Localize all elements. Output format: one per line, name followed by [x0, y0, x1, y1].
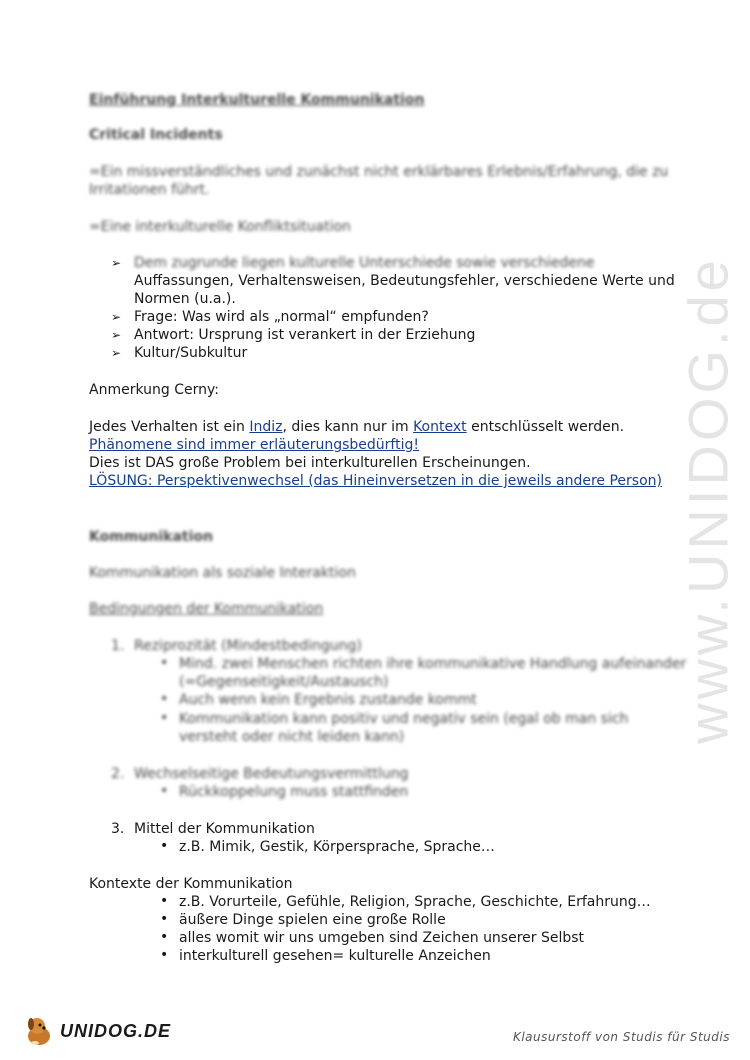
arrow-bullet-icon: ➢ [111, 310, 122, 324]
list-item: äußere Dinge spielen eine große Rolle [179, 912, 446, 928]
list-item: Antwort: Ursprung ist verankert in der Erziehung [134, 327, 476, 343]
bullet-dot-icon: • [160, 783, 169, 799]
note-paragraph [89, 418, 624, 436]
list-item: Mind. zwei Menschen richten ihre kommunikative Handlung aufeinander [179, 656, 687, 672]
list-item: Auffassungen, Verhaltensweisen, Bedeutungsfehler, verschiedene Werte und [134, 273, 675, 289]
definition-line: Irritationen führt. [89, 182, 210, 198]
condition-title: Reziprozität (Mindestbedingung) [134, 638, 362, 654]
bullet-dot-icon: • [160, 691, 169, 707]
note-text: Jedes Verhalten ist ein [89, 419, 250, 435]
list-number: 3. [111, 821, 125, 837]
condition-title: Mittel der Kommunikation [134, 821, 315, 837]
problem-text: Dies ist DAS große Problem bei interkulturellen Erscheinungen. [89, 455, 531, 471]
list-item: Kommunikation kann positiv und negativ sein (egal ob man sich [179, 711, 629, 727]
footer-tagline: Klausurstoff von Studis für Studis [512, 1030, 730, 1044]
arrow-bullet-icon: ➢ [111, 346, 122, 360]
note-text: , dies kann nur im [282, 419, 414, 435]
list-item: versteht oder nicht leiden kann) [179, 729, 405, 745]
logo-text: UNIDOG.DE [60, 1020, 172, 1041]
dog-mascot-icon [22, 1014, 56, 1048]
section-text: Kommunikation als soziale Interaktion [89, 565, 356, 581]
arrow-bullet-icon: ➢ [111, 256, 122, 270]
list-number: 1. [111, 638, 125, 654]
unidog-logo[interactable] [22, 1014, 171, 1048]
list-item: (=Gegenseitigkeit/Austausch) [179, 674, 389, 690]
list-item: interkulturell gesehen= kulturelle Anzeichen [179, 948, 491, 964]
section-heading-kommunikation: Kommunikation [89, 529, 213, 545]
list-item: Rückkoppelung muss stattfinden [179, 784, 409, 800]
loesung-link[interactable]: LÖSUNG: Perspektivenwechsel (das Hineinversetzen in die jeweils andere Person) [89, 473, 662, 489]
definition-line: =Ein missverständliches und zunächst nicht erklärbares Erlebnis/Erfahrung, die zu [89, 164, 669, 180]
bullet-dot-icon: • [160, 710, 169, 726]
phaenomene-link[interactable]: Phänomene sind immer erläuterungsbedürftig! [89, 437, 419, 453]
list-item: Frage: Was wird als „normal“ empfunden? [134, 309, 429, 325]
note-text: entschlüsselt werden. [466, 419, 625, 435]
list-item: z.B. Vorurteile, Gefühle, Religion, Sprache, Geschichte, Erfahrung… [179, 894, 651, 910]
bullet-dot-icon: • [160, 947, 169, 963]
list-item: alles womit wir uns umgeben sind Zeichen unserer Selbst [179, 930, 585, 946]
list-item: Normen (u.a.). [134, 291, 236, 307]
list-item: Kultur/Subkultur [134, 345, 248, 361]
bullet-dot-icon: • [160, 893, 169, 909]
subheading-bedingungen: Bedingungen der Kommunikation [89, 601, 324, 617]
document-title: Einführung Interkulturelle Kommunikation [89, 92, 425, 108]
list-item: Dem zugrunde liegen kulturelle Unterschiede sowie verschiedene [134, 255, 595, 271]
indiz-link[interactable]: Indiz [249, 419, 283, 435]
watermark: www.UNIDOG.de [676, 256, 740, 744]
list-item: z.B. Mimik, Gestik, Körpersprache, Sprache… [179, 839, 495, 855]
subheading-kontexte: Kontexte der Kommunikation [89, 876, 293, 892]
bullet-dot-icon: • [160, 838, 169, 854]
bullet-dot-icon: • [160, 929, 169, 945]
kontext-link[interactable]: Kontext [413, 419, 467, 435]
list-number: 2. [111, 766, 125, 782]
note-heading: Anmerkung Cerny: [89, 382, 219, 398]
bullet-dot-icon: • [160, 911, 169, 927]
condition-title: Wechselseitige Bedeutungsvermittlung [134, 766, 409, 782]
list-item: Auch wenn kein Ergebnis zustande kommt [179, 692, 477, 708]
arrow-bullet-icon: ➢ [111, 328, 122, 342]
bullet-dot-icon: • [160, 655, 169, 671]
section-heading-critical-incidents: Critical Incidents [89, 127, 223, 143]
definition-line: =Eine interkulturelle Konfliktsituation [89, 219, 351, 235]
